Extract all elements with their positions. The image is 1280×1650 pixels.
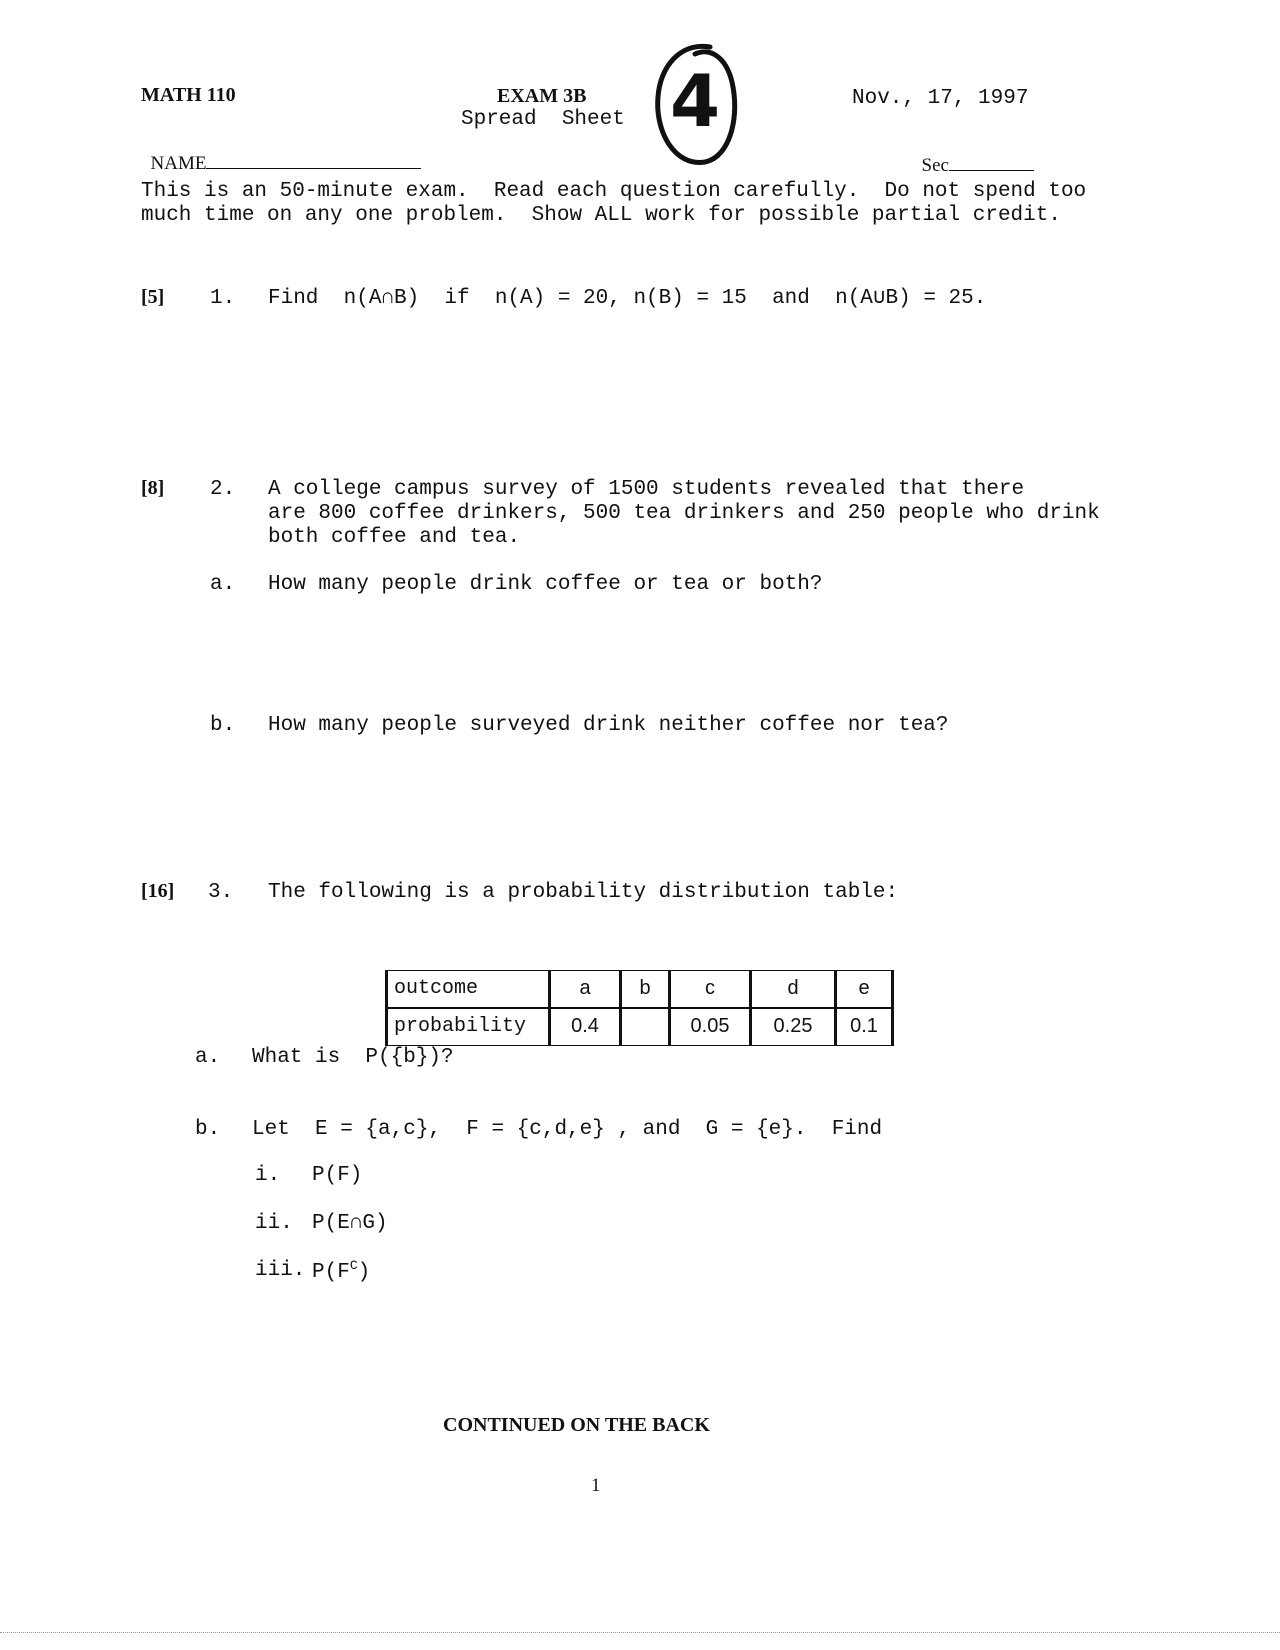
probability-table xyxy=(385,970,894,1046)
table-cell-outcome-d: d xyxy=(749,970,834,1008)
table-cell-outcome-a: a xyxy=(548,970,619,1008)
q2-number: 2. xyxy=(210,478,236,501)
page-number: 1 xyxy=(591,1475,601,1496)
table-row-probability xyxy=(385,1008,894,1046)
name-label: NAME xyxy=(150,152,207,174)
q3b-i-text: P(F) xyxy=(312,1164,363,1187)
q1-points: [5] xyxy=(141,286,165,308)
q3b-iii-main: P(F xyxy=(312,1261,350,1284)
table-cell-outcome-label: outcome xyxy=(385,970,548,1008)
section-field[interactable] xyxy=(912,133,1034,177)
exam-subtitle: Spread Sheet xyxy=(461,108,625,131)
table-cell-probability-label: probability xyxy=(385,1008,548,1046)
q1-text: Find n(A∩B) if n(A) = 20, n(B) = 15 and n(A∪B) = 25. xyxy=(268,287,987,310)
table-cell-outcome-e: e xyxy=(834,970,894,1008)
instructions-line-2: much time on any one problem. Show ALL work for possible partial credit. xyxy=(141,204,1061,227)
table-cell-outcome-b: b xyxy=(619,970,668,1008)
continued-notice: CONTINUED ON THE BACK xyxy=(443,1414,710,1436)
q3-number: 3. xyxy=(208,881,234,904)
q2-text-line-2: are 800 coffee drinkers, 500 tea drinkers and 250 people who drink xyxy=(268,502,1100,525)
q3-points: [16] xyxy=(141,880,175,902)
q1-number: 1. xyxy=(210,287,236,310)
q3a-label: a. xyxy=(195,1046,221,1069)
q3b-iii-superscript: C xyxy=(349,1258,358,1273)
section-label: Sec xyxy=(921,154,949,176)
q3b-ii-text: P(E∩G) xyxy=(312,1212,388,1235)
q3b-ii-label: ii. xyxy=(255,1212,293,1235)
exam-title: EXAM 3B xyxy=(497,85,587,107)
table-cell-prob-d: 0.25 xyxy=(749,1008,834,1046)
q2b-label: b. xyxy=(210,714,236,737)
q2b-text: How many people surveyed drink neither coffee nor tea? xyxy=(268,714,949,737)
section-blank-line[interactable] xyxy=(949,169,1034,171)
q2a-text: How many people drink coffee or tea or both? xyxy=(268,573,823,596)
table-cell-prob-a: 0.4 xyxy=(548,1008,619,1046)
table-cell-prob-c: 0.05 xyxy=(668,1008,749,1046)
table-cell-prob-b xyxy=(619,1008,668,1046)
q2-text-line-3: both coffee and tea. xyxy=(268,526,521,549)
q3b-iii-label: iii. xyxy=(255,1259,306,1282)
name-field[interactable] xyxy=(141,131,421,175)
q2-points: [8] xyxy=(141,477,165,499)
circled-grade-mark xyxy=(650,42,740,179)
course-title: MATH 110 xyxy=(141,84,236,106)
table-cell-prob-e: 0.1 xyxy=(834,1008,894,1046)
q2-text-line-1: A college campus survey of 1500 students revealed that there xyxy=(268,478,1025,501)
q3b-text: Let E = {a,c}, F = {c,d,e} , and G = {e}. Find xyxy=(252,1118,883,1141)
q3-text: The following is a probability distribution table: xyxy=(268,881,899,904)
q3b-iii-close: ) xyxy=(357,1261,371,1284)
q2a-label: a. xyxy=(210,573,236,596)
table-row-outcome xyxy=(385,970,894,1008)
q3a-text: What is P({b})? xyxy=(252,1046,454,1069)
grade-digit: 4 xyxy=(670,59,721,143)
instructions-line-1: This is an 50-minute exam. Read each question carefully. Do not spend too xyxy=(141,180,1087,203)
q3b-iii-text xyxy=(312,1259,370,1285)
name-blank-line[interactable] xyxy=(206,167,421,169)
table-cell-outcome-c: c xyxy=(668,970,749,1008)
q3b-label: b. xyxy=(195,1118,221,1141)
scan-edge-dots xyxy=(0,1632,1280,1639)
exam-date: Nov., 17, 1997 xyxy=(852,87,1029,110)
q3b-i-label: i. xyxy=(255,1164,281,1187)
